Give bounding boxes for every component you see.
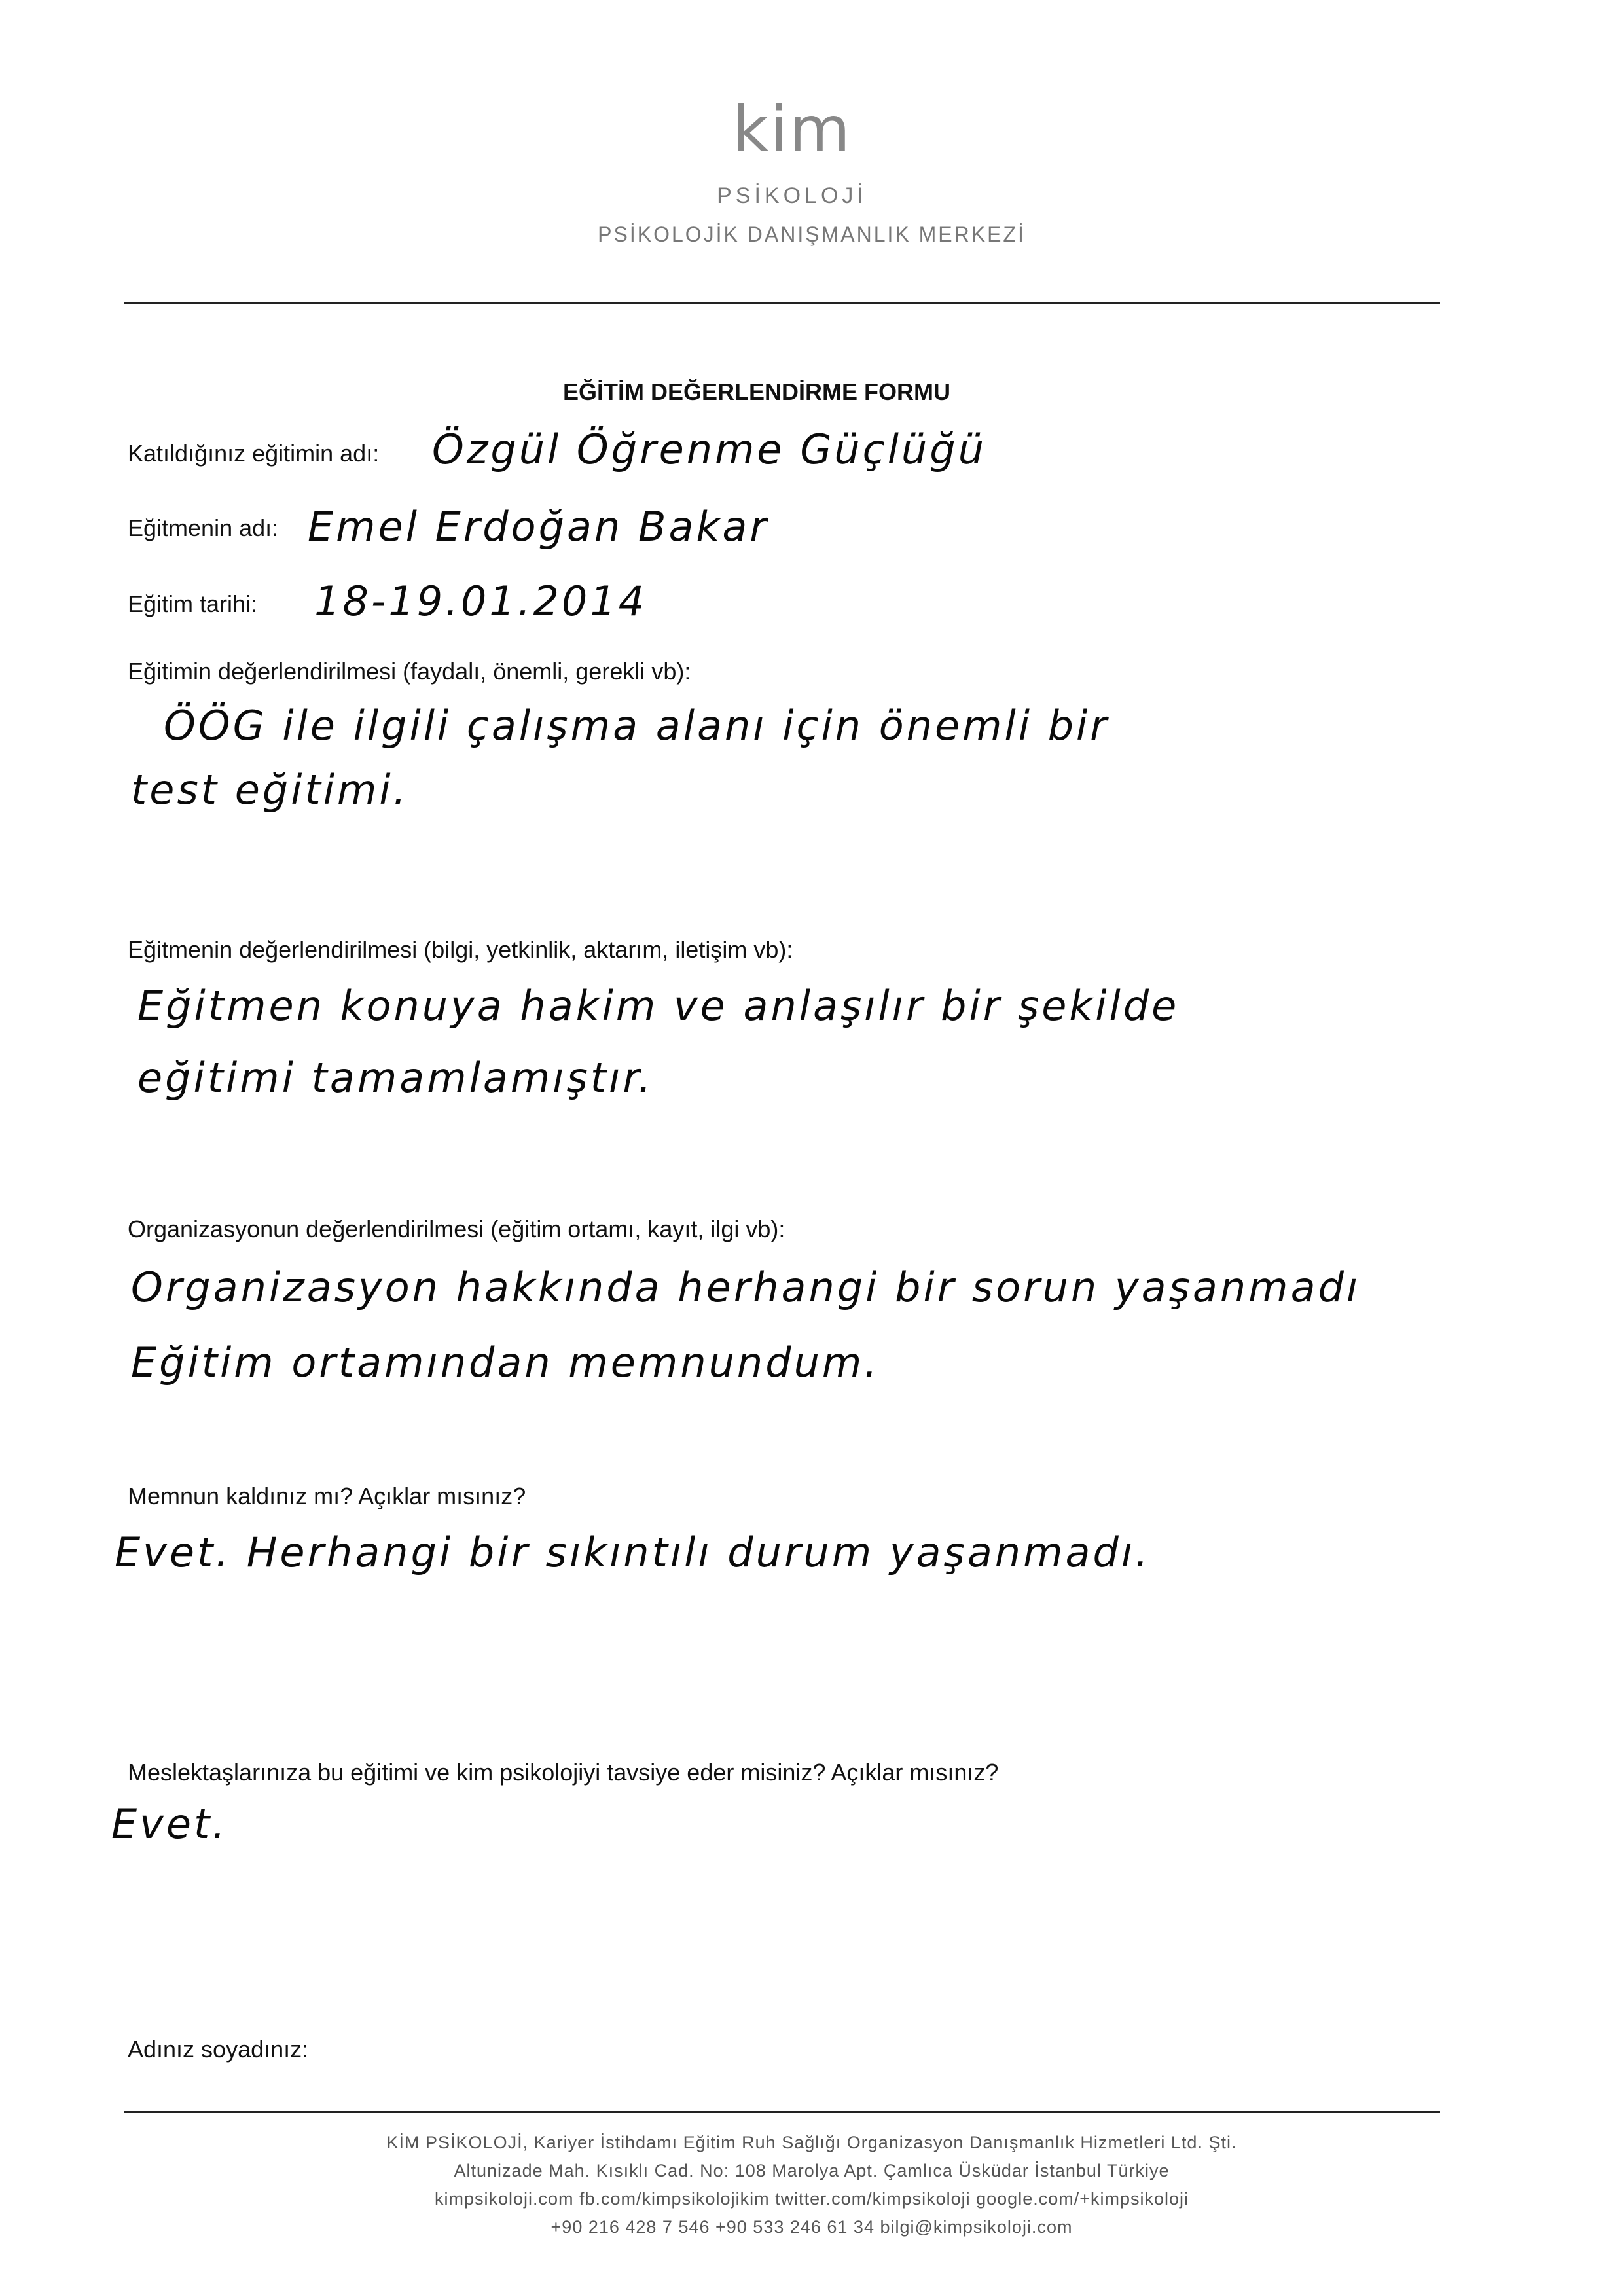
training-evaluation-answer-line-1: ÖÖG ile ilgili çalışma alanı için önemli bir — [164, 702, 1110, 750]
trainer-evaluation-answer-line-1: Eğitmen konuya hakim ve anlaşılır bir şekilde — [137, 982, 1180, 1030]
form-title: EĞİTİM DEĞERLENDİRME FORMU — [563, 378, 950, 405]
trainer-evaluation-label: Eğitmenin değerlendirilmesi (bilgi, yetkinlik, aktarım, iletişim vb): — [128, 936, 793, 963]
training-evaluation-label: Eğitimin değerlendirilmesi (faydalı, önemli, gerekli vb): — [128, 658, 691, 685]
trainer-evaluation-answer-line-2: eğitimi tamamlamıştır. — [137, 1054, 654, 1102]
recommendation-answer: Evet. — [111, 1800, 228, 1848]
footer-address: Altunizade Mah. Kısıklı Cad. No: 108 Marolya Apt. Çamlıca Üsküdar İstanbul Türkiye — [454, 2161, 1170, 2180]
training-date-value: 18-19.01.2014 — [314, 577, 647, 625]
trainer-name-value: Emel Erdoğan Bakar — [308, 503, 769, 551]
satisfaction-answer: Evet. Herhangi bir sıkıntılı durum yaşanmadı. — [115, 1528, 1151, 1576]
training-evaluation-answer-line-2: test eğitimi. — [131, 766, 409, 814]
footer-company: KİM PSİKOLOJİ, Kariyer İstihdamı Eğitim Ruh Sağlığı Organizasyon Danışmanlık Hizmetleri Ltd. Şti. — [386, 2133, 1237, 2152]
training-name-value: Özgül Öğrenme Güçlüğü — [432, 425, 986, 473]
training-name-label: Katıldığınız eğitimin adı: — [128, 440, 380, 467]
recommendation-label: Meslektaşlarınıza bu eğitimi ve kim psikolojiyi tavsiye eder misiniz? Açıklar mısınız? — [128, 1759, 999, 1786]
logo-subtitle: PSİKOLOJİ — [717, 183, 867, 208]
training-date-label: Eğitim tarihi: — [128, 590, 258, 617]
trainer-name-label: Eğitmenin adı: — [128, 515, 279, 541]
organization-evaluation-answer-line-2: Eğitim ortamından memnundum. — [131, 1339, 880, 1386]
organization-evaluation-answer-line-1: Organizasyon hakkında herhangi bir sorun yaşanmadı — [131, 1263, 1361, 1311]
footer-links: kimpsikoloji.com fb.com/kimpsikolojikim twitter.com/kimpsikoloji google.com/+kimpsikoloji — [434, 2189, 1189, 2209]
footer-divider — [124, 2111, 1440, 2113]
footer-contact: +90 216 428 7 546 +90 533 246 61 34 bilgi@kimpsikoloji.com — [550, 2217, 1073, 2237]
logo-tagline: PSİKOLOJİK DANIŞMANLIK MERKEZİ — [598, 223, 1026, 246]
satisfaction-label: Memnun kaldınız mı? Açıklar mısınız? — [128, 1483, 526, 1509]
organization-evaluation-label: Organizasyonun değerlendirilmesi (eğitim ortamı, kayıt, ilgi vb): — [128, 1216, 785, 1242]
respondent-name-label: Adınız soyadınız: — [128, 2036, 309, 2063]
kim-logo: kim — [732, 93, 852, 166]
header-divider — [124, 302, 1440, 304]
